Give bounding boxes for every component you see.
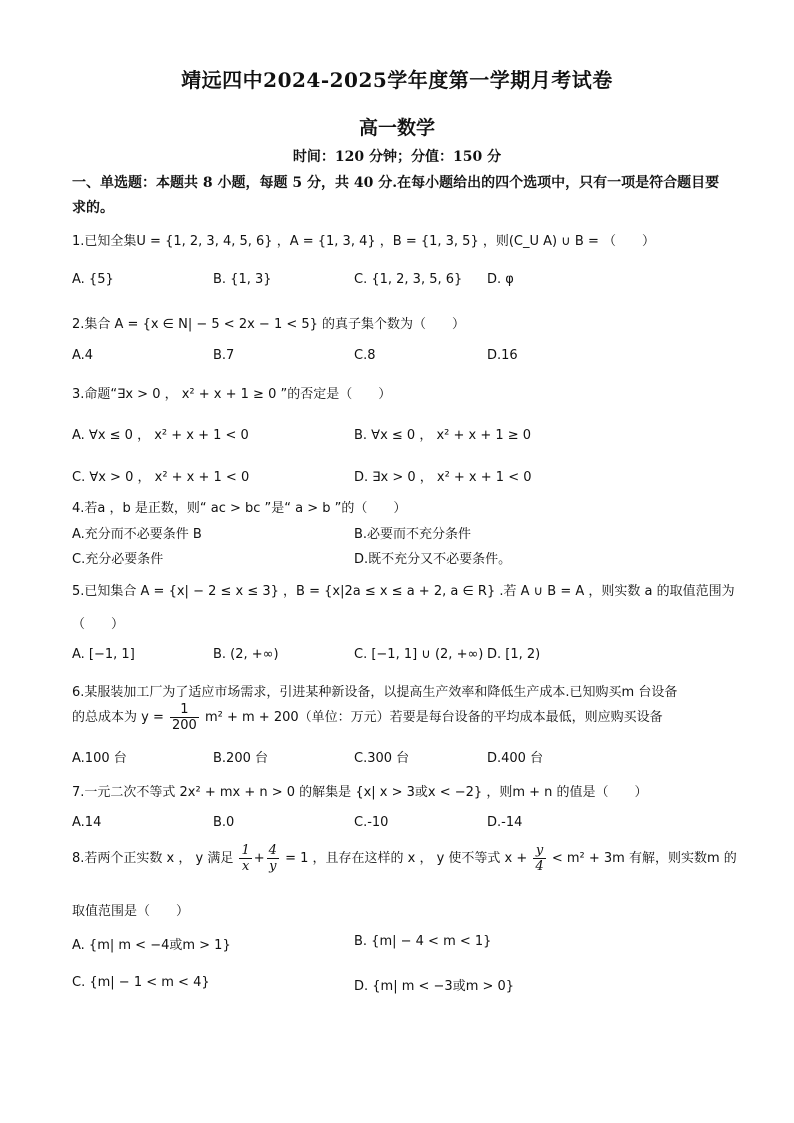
q8-f2-den: y bbox=[269, 859, 277, 874]
exam-subject: 高一数学 bbox=[358, 117, 435, 139]
q6-option-b: B.200 台 bbox=[213, 751, 268, 766]
exam-meta: 时间：120 分钟；分值：150 分 bbox=[292, 149, 502, 165]
q3-option-b: B. ∀x ≤ 0 ， x² + x + 1 ≥ 0 bbox=[354, 428, 532, 443]
q8-plus: + bbox=[253, 851, 265, 866]
q8-option-a: A. {m| m < −4或m > 1} bbox=[72, 938, 231, 953]
question-6-stem: 6.某服装加工厂为了适应市场需求，引进某种新设备，以提高生产效率和降低生产成本.已知购买m 台设备 bbox=[72, 685, 678, 700]
q1-option-a: A. {5} bbox=[72, 272, 114, 287]
q7-option-c: C.-10 bbox=[354, 815, 389, 830]
q8-f3-den: 4 bbox=[535, 859, 544, 874]
q5-option-c: C. [−1, 1] ∪ (2, +∞) bbox=[354, 647, 484, 662]
q3-option-d: D. ∃x > 0 ， x² + x + 1 < 0 bbox=[354, 470, 532, 485]
q8-f3-num: y bbox=[533, 843, 545, 859]
q8-text-a: 8.若两个正实数 x ， y 满足 bbox=[72, 851, 234, 866]
q2-option-a: A.4 bbox=[72, 348, 94, 363]
question-7-stem: 7.一元二次不等式 2x² + mx + n > 0 的解集是 {x| x > 3或x < −2} ，则m + n 的值是（ ） bbox=[72, 785, 648, 800]
question-4-stem: 4.若a ，b 是正数，则“ ac > bc ”是“ a > b ”的（ ） bbox=[72, 501, 407, 516]
q5-option-a: A. [−1, 1] bbox=[72, 647, 135, 662]
question-8-stem bbox=[72, 843, 737, 874]
q5-option-d: D. [1, 2) bbox=[487, 647, 541, 662]
q6-text-before: 的总成本为 y = bbox=[72, 710, 164, 725]
q4-option-b: B.必要而不充分条件 bbox=[354, 527, 472, 542]
q1-option-c: C. {1, 2, 3, 5, 6} bbox=[354, 272, 463, 287]
q6-option-a: A.100 台 bbox=[72, 751, 127, 766]
q8-option-d: D. {m| m < −3或m > 0} bbox=[354, 979, 515, 994]
q8-option-b: B. {m| − 4 < m < 1} bbox=[354, 934, 492, 949]
question-8-stem-cont: 取值范围是（ ） bbox=[72, 904, 190, 919]
q6-frac-den: 200 bbox=[172, 718, 197, 733]
q3-option-a: A. ∀x ≤ 0 ， x² + x + 1 < 0 bbox=[72, 428, 249, 443]
q8-f1-num: 1 bbox=[241, 843, 250, 858]
question-5-stem: 5.已知集合 A = {x| − 2 ≤ x ≤ 3} ，B = {x|2a ≤ x ≤ a + 2, a ∈ R} .若 A ∪ B = A ，则实数 a 的取值范围为 bbox=[72, 584, 735, 599]
q1-option-d: D. φ bbox=[487, 272, 514, 287]
q2-option-d: D.16 bbox=[487, 348, 518, 363]
q6-option-c: C.300 台 bbox=[354, 751, 410, 766]
q7-option-b: B.0 bbox=[213, 815, 235, 830]
q8-text-b: = 1 ，且存在这样的 x ， y 使不等式 x + bbox=[285, 851, 528, 866]
q7-option-a: A.14 bbox=[72, 815, 102, 830]
q8-option-c: C. {m| − 1 < m < 4} bbox=[72, 975, 210, 990]
q8-fraction-2 bbox=[267, 843, 279, 874]
q6-frac-num: 1 bbox=[170, 702, 199, 718]
q7-option-d: D.-14 bbox=[487, 815, 523, 830]
q8-fraction-1 bbox=[239, 843, 251, 874]
q2-option-c: C.8 bbox=[354, 348, 376, 363]
q6-option-d: D.400 台 bbox=[487, 751, 544, 766]
question-1-stem: 1.已知全集U = {1, 2, 3, 4, 5, 6} ，A = {1, 3, 4} ，B = {1, 3, 5} ，则(C_U A) ∪ B = （ ） bbox=[72, 234, 655, 249]
question-5-stem-cont: （ ） bbox=[72, 617, 125, 632]
q8-text-c: < m² + 3m 有解，则实数m 的 bbox=[551, 851, 737, 866]
exam-title: 靖远四中2024-2025学年度第一学期月考试卷 bbox=[181, 68, 613, 92]
q5-option-b: B. (2, +∞) bbox=[213, 647, 279, 662]
q8-f1-den: x bbox=[241, 859, 250, 874]
q8-fraction-3 bbox=[533, 843, 545, 874]
q1-option-b: B. {1, 3} bbox=[213, 272, 272, 287]
question-2-stem: 2.集合 A = {x ∈ N| − 5 < 2x − 1 < 5} 的真子集个数为（ ） bbox=[72, 317, 466, 332]
q4-option-d: D.既不充分又不必要条件。 bbox=[354, 552, 512, 567]
section-heading: 一、单选题：本题共 8 小题，每题 5 分，共 40 分.在每小题给出的四个选项中，只有一项是符合题目要求的。 bbox=[72, 175, 720, 216]
q6-fraction bbox=[170, 702, 199, 733]
q4-option-c: C.充分必要条件 bbox=[72, 552, 164, 567]
q4-option-a: A.充分而不必要条件 B bbox=[72, 527, 202, 542]
q6-text-after: m² + m + 200（单位：万元）若要是每台设备的平均成本最低，则应购买设备 bbox=[204, 710, 663, 725]
q3-option-c: C. ∀x > 0 ， x² + x + 1 < 0 bbox=[72, 470, 250, 485]
q2-option-b: B.7 bbox=[213, 348, 235, 363]
question-3-stem: 3.命题“∃x > 0 ， x² + x + 1 ≥ 0 ”的否定是（ ） bbox=[72, 387, 392, 402]
question-6-stem-cont bbox=[72, 702, 732, 733]
q8-f2-num: 4 bbox=[268, 843, 277, 858]
